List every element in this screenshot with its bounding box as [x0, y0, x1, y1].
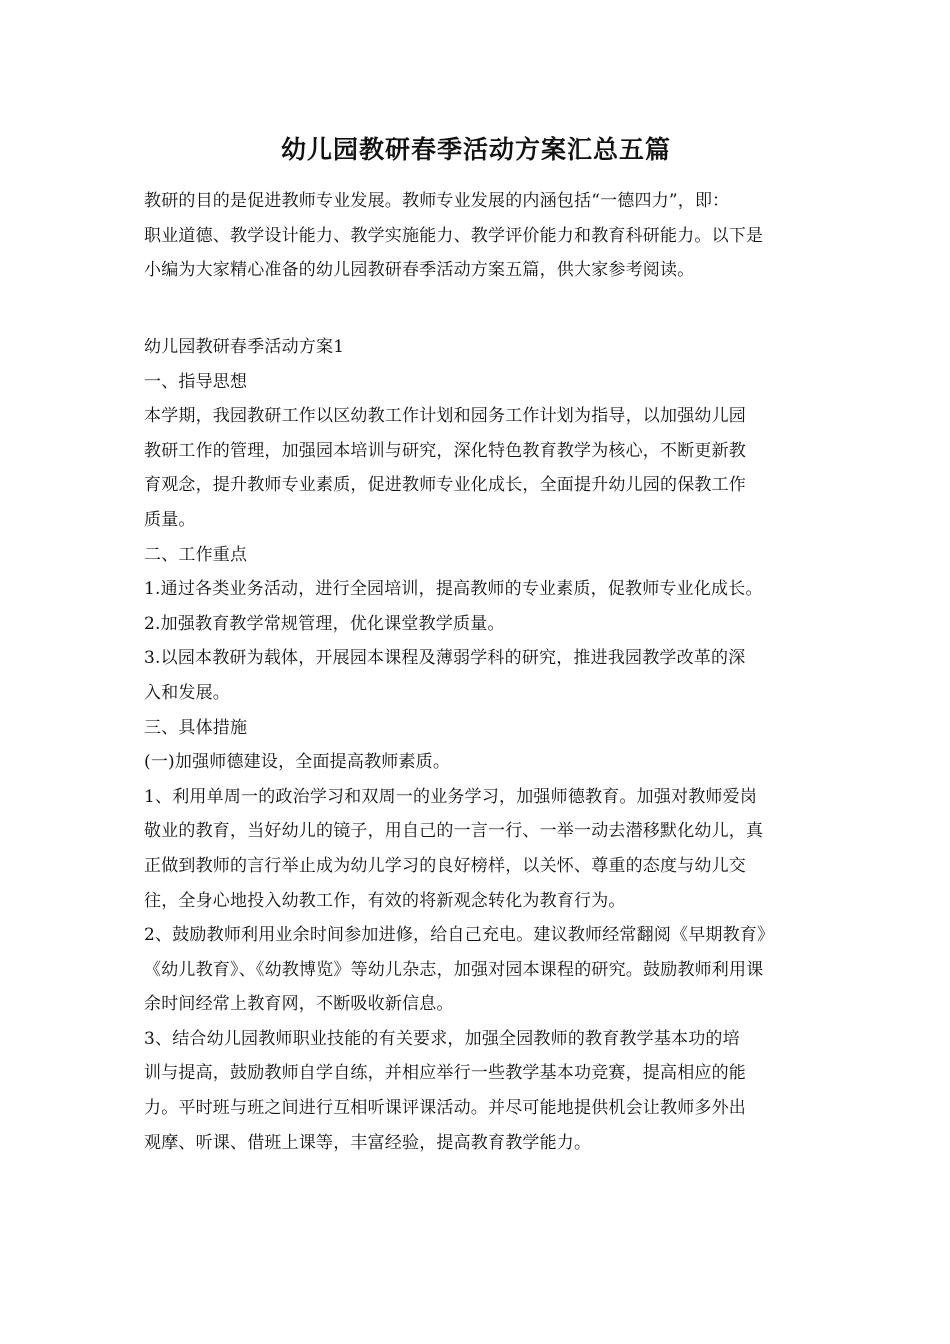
text-line: 往，全身心地投入幼教工作，有效的将新观念转化为教育行为。 [144, 890, 626, 911]
text-line: 3.以园本教研为载体，开展园本课程及薄弱学科的研究，推进我园教学改革的深 [144, 648, 746, 669]
text-line: 2、鼓励教师利用业余时间参加进修，给自己充电。建议教师经常翻阅《早期教育》 [144, 925, 775, 946]
text-line: 观摩、听课、借班上课等，丰富经验，提高教育教学能力。 [144, 1132, 592, 1153]
text-line: 育观念，提升教师专业素质，促进教师专业化成长，全面提升幼儿园的保教工作 [144, 475, 746, 496]
text-line: 入和发展。 [144, 682, 230, 703]
text-line: (一)加强师德建设，全面提高教师素质。 [144, 752, 451, 773]
text-line: 小编为大家精心准备的幼儿园教研春季活动方案五篇，供大家参考阅读。 [144, 260, 695, 281]
sub-heading: 二、工作重点 [144, 544, 248, 565]
text-line: 正做到教师的言行举止成为幼儿学习的良好榜样，以关怀、尊重的态度与幼儿交 [144, 855, 746, 876]
text-line: 敬业的教育，当好幼儿的镜子，用自己的一言一行、一举一动去潜移默化幼儿，真 [144, 821, 764, 842]
text-line: 训与提高，鼓励教师自学自练，并相应举行一些教学基本功竞赛，提高相应的能 [144, 1063, 746, 1084]
intro-text [144, 184, 808, 288]
text-line: 《幼儿教育》、《幼教博览》等幼儿杂志，加强对园本课程的研究。鼓励教师利用课 [144, 959, 764, 980]
text-line: 1、利用单周一的政治学习和双周一的业务学习，加强师德教育。加强对教师爱岗 [144, 786, 758, 807]
text-line: 教研工作的管理，加强园本培训与研究，深化特色教育教学为核心，不断更新教 [144, 440, 746, 461]
text-line: 3、结合幼儿园教师职业技能的有关要求，加强全园教师的教育教学基本功的培 [144, 1028, 740, 1049]
text-line: 力。平时班与班之间进行互相听课评课活动。并尽可能地提供机会让教师多外出 [144, 1098, 746, 1119]
text-line: 本学期，我园教研工作以区幼教工作计划和园务工作计划为指导，以加强幼儿园 [144, 406, 746, 427]
text-line: 2.加强教育教学常规管理，优化课堂教学质量。 [144, 613, 505, 634]
text-line: 教研的目的是促进教师专业发展。教师专业发展的内涵包括“一德四力”，即： [144, 191, 730, 211]
text-line: 质量。 [144, 509, 196, 530]
text-line: 1.通过各类业务活动，进行全园培训，提高教师的专业素质，促教师专业化成长。 [144, 579, 763, 600]
document-title: 幼儿园教研春季活动方案汇总五篇 [280, 135, 671, 164]
plan-section [144, 330, 808, 1160]
sub-heading: 一、指导思想 [144, 371, 248, 392]
intro-paragraph [144, 184, 808, 288]
sub-heading: 三、具体措施 [144, 717, 248, 738]
text-line: 余时间经常上教育网，不断吸收新信息。 [144, 994, 454, 1015]
plan-text [144, 330, 808, 1160]
text-line: 职业道德、教学设计能力、教学实施能力、教学评价能力和教育科研能力。以下是 [144, 225, 764, 246]
section-heading: 幼儿园教研春季活动方案1 [144, 337, 345, 357]
